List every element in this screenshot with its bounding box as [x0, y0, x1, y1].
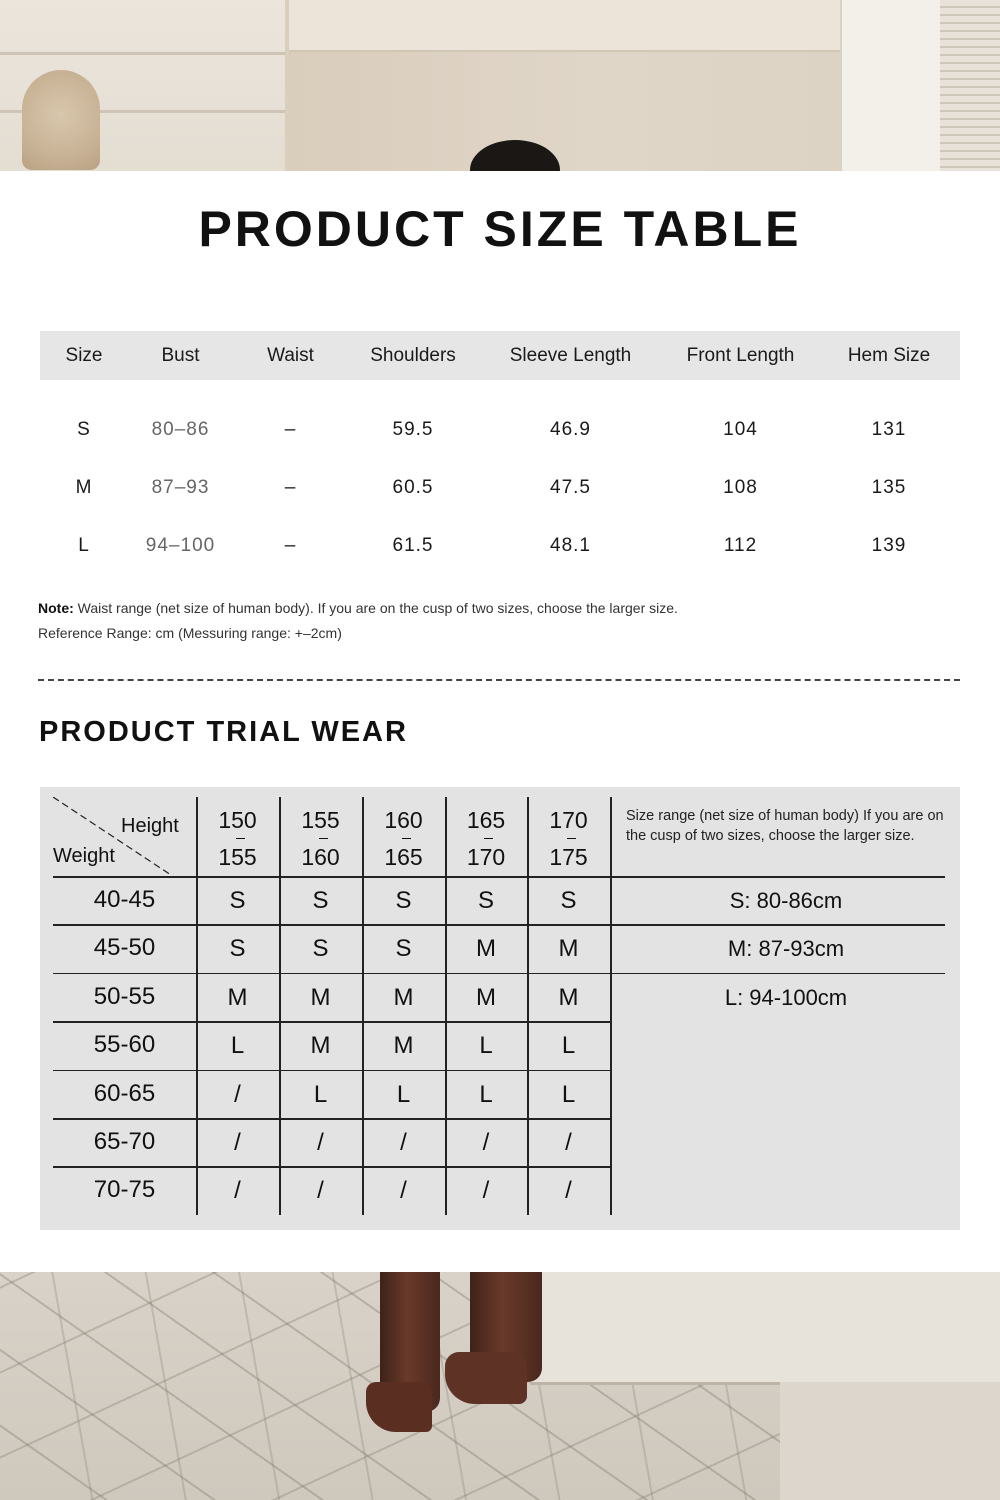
height-to [445, 839, 527, 876]
weight-range-cell: 45-50 [93, 934, 156, 962]
weight-range-cell: 40-45 [93, 886, 156, 913]
height-range-header [279, 802, 362, 876]
corner-height-label: Height [121, 815, 179, 837]
size-recommendation-cell: L [561, 1080, 576, 1108]
cell-bust: 94–100 [145, 535, 216, 556]
size-recommendation-cell: / [565, 1177, 572, 1205]
size-recommendation-cell: L [561, 1032, 576, 1060]
size-recommendation-cell: / [234, 1129, 241, 1156]
cell-sleeve-length: 47.5 [550, 477, 591, 498]
height-from: 155 [301, 807, 340, 833]
cell-waist: – [284, 535, 297, 556]
size-legend-item: L: 94-100cm [724, 984, 848, 1010]
height-to [362, 839, 445, 876]
height-range-header [362, 802, 445, 876]
size-recommendation-cell: M [558, 983, 579, 1011]
size-recommendation-cell: S [477, 887, 494, 914]
grid-hline [53, 1070, 610, 1072]
cell-bust: 80–86 [151, 419, 210, 440]
size-recommendation-cell: L [479, 1032, 493, 1060]
size-recommendation-cell: M [476, 935, 496, 963]
cell-waist: – [284, 477, 297, 498]
size-recommendation-cell: L [313, 1080, 328, 1108]
height-range-header [527, 802, 610, 876]
reference-range: Reference Range: cm (Messuring range: +–2cm) [38, 625, 342, 641]
spacer-cell [40, 380, 960, 401]
height-range-header [196, 802, 279, 876]
boot-right-foot [445, 1352, 527, 1404]
size-recommendation-cell: / [317, 1129, 324, 1156]
bottom-photo [0, 1272, 1000, 1500]
cell-shoulders: 60.5 [392, 477, 434, 498]
size-recommendation-cell: / [400, 1129, 407, 1156]
cell-front-length: 112 [723, 535, 758, 556]
height-to-value: 175 [549, 839, 587, 876]
height-to-value: 170 [467, 839, 505, 876]
size-row [40, 459, 960, 517]
header-waist: Waist [233, 331, 348, 380]
stone-step-lower [780, 1382, 1000, 1500]
boot-left-foot [366, 1382, 432, 1432]
size-recommendation-cell: S [312, 887, 329, 914]
grid-hline [53, 973, 945, 975]
model-hair [470, 140, 560, 171]
grid-hline [53, 1166, 610, 1168]
size-range-note: Size range (net size of human body) If you are on the cusp of two sizes, choose the larger size. [626, 808, 944, 844]
header-size: Size [40, 331, 128, 380]
wall-lintel [289, 0, 841, 52]
grid-hline [53, 1118, 610, 1120]
size-recommendation-cell: S [312, 935, 329, 963]
size-recommendation-cell: S [229, 935, 246, 963]
weight-range-cell: 50-55 [93, 982, 156, 1010]
cell-sleeve-length: 46.9 [550, 419, 591, 440]
cell-front-length: 104 [723, 419, 758, 440]
cell-sleeve-length: 48.1 [550, 535, 591, 556]
size-recommendation-cell: M [393, 983, 414, 1011]
cell-hem-size: 135 [871, 477, 907, 498]
height-from: 150 [218, 807, 257, 833]
cell-shoulders: 61.5 [392, 535, 434, 556]
header-sleeve-length: Sleeve Length [478, 331, 663, 380]
height-to [279, 839, 362, 876]
size-recommendation-cell: M [310, 1032, 331, 1060]
spacer-row [40, 380, 960, 401]
note-label: Note: [38, 600, 74, 616]
size-table [40, 331, 960, 575]
size-recommendation-cell: / [482, 1177, 490, 1205]
size-recommendation-cell: S [395, 935, 412, 963]
trial-wear-title: PRODUCT TRIAL WEAR [39, 716, 408, 748]
cell-hem-size: 131 [871, 419, 907, 440]
weight-range-cell: 60-65 [93, 1079, 156, 1107]
size-recommendation-cell: S [395, 887, 412, 914]
note-text: Waist range (net size of human body). If you are on the cusp of two sizes, choose the larger size. [73, 600, 678, 616]
cell-shoulders: 59.5 [392, 419, 434, 440]
cell-size: M [75, 477, 93, 498]
cell-front-length: 108 [723, 477, 758, 498]
height-from: 165 [466, 807, 506, 833]
top-photo [0, 0, 1000, 171]
height-to-value: 160 [301, 839, 339, 876]
weight-range-cell: 65-70 [93, 1128, 156, 1155]
header-front-length: Front Length [663, 331, 818, 380]
size-recommendation-cell: S [229, 887, 246, 914]
height-range-header [445, 802, 527, 876]
height-from: 160 [384, 807, 423, 833]
size-legend-item: M: 87-93cm [727, 936, 845, 962]
height-from: 170 [549, 807, 588, 833]
grid-hline [53, 1021, 610, 1023]
height-to [196, 839, 279, 876]
header-hem-size: Hem Size [818, 331, 960, 380]
wall-ornament [22, 70, 100, 170]
header-bust: Bust [128, 331, 233, 380]
window-shutter [940, 0, 1000, 171]
weight-range-cell: 70-75 [93, 1176, 156, 1204]
cell-size: S [77, 419, 91, 440]
size-recommendation-cell: L [479, 1080, 493, 1108]
size-recommendation-cell: M [558, 935, 579, 963]
grid-hline [53, 876, 945, 878]
height-to-value: 165 [384, 839, 422, 876]
size-recommendation-cell: / [482, 1129, 490, 1156]
size-recommendation-cell: M [310, 983, 331, 1011]
size-recommendation-cell: / [234, 1080, 241, 1108]
cell-waist: – [284, 419, 297, 440]
header-shoulders: Shoulders [348, 331, 478, 380]
size-row [40, 517, 960, 575]
size-recommendation-cell: M [393, 1032, 414, 1060]
size-row [40, 401, 960, 459]
stone-step [530, 1272, 1000, 1385]
section-divider [38, 679, 960, 681]
size-recommendation-cell: L [230, 1032, 245, 1060]
size-recommendation-cell: / [234, 1177, 241, 1205]
note-line [38, 596, 678, 621]
corner-weight-label: Weight [53, 845, 115, 867]
size-recommendation-cell: / [565, 1129, 572, 1156]
wall-groove [0, 52, 285, 55]
cell-hem-size: 139 [871, 535, 907, 556]
cell-size: L [78, 535, 90, 556]
size-recommendation-cell: M [476, 983, 496, 1011]
page-title: PRODUCT SIZE TABLE [198, 201, 802, 257]
cell-bust: 87–93 [151, 477, 210, 498]
height-to [527, 839, 610, 876]
size-note [38, 596, 678, 646]
grid-hline [53, 924, 945, 926]
size-recommendation-cell: / [400, 1177, 407, 1205]
weight-range-cell: 55-60 [93, 1031, 156, 1059]
height-to-value: 155 [218, 839, 256, 876]
size-legend-item: S: 80-86cm [729, 888, 843, 913]
size-recommendation-cell: S [560, 887, 577, 914]
size-recommendation-cell: / [317, 1177, 324, 1205]
size-recommendation-cell: L [396, 1080, 411, 1108]
size-table-header-row [40, 331, 960, 380]
size-recommendation-cell: M [227, 983, 248, 1011]
